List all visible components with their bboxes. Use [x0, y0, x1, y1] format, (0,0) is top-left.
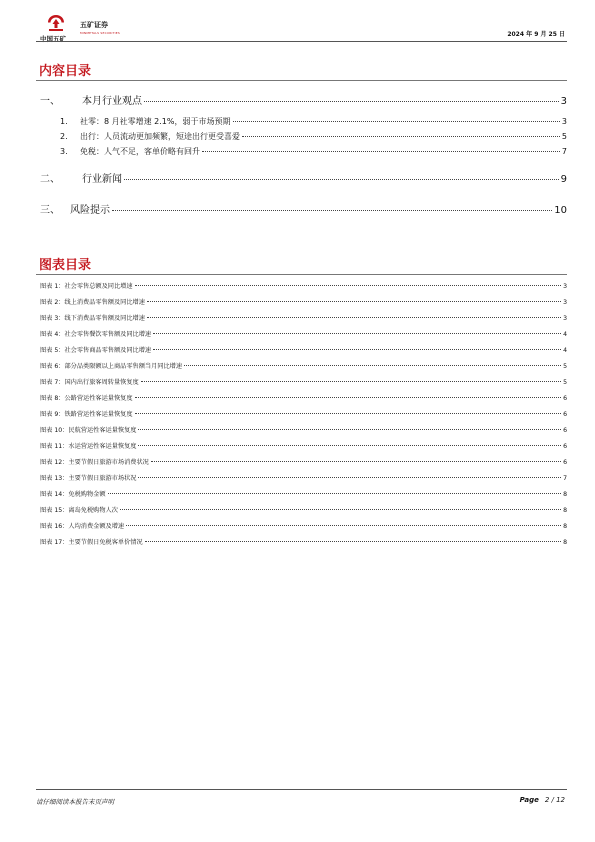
- toc-leader: [124, 179, 559, 180]
- figure-entry[interactable]: [0, 425, 595, 434]
- footer-disclaimer: 请仔细阅读本报告末页声明: [36, 798, 114, 806]
- toc-leader: [135, 397, 562, 398]
- figure-page-number: 8: [563, 539, 567, 546]
- toc-leader: [151, 461, 561, 462]
- toc-leader: [108, 493, 562, 494]
- toc-leader: [135, 413, 562, 414]
- contents-title-divider: [36, 80, 567, 81]
- toc-section-label: 本月行业观点: [82, 96, 142, 107]
- figure-entry[interactable]: [0, 393, 595, 402]
- figure-label: 图表 2：线上消费品零售额及同比增速: [40, 299, 145, 306]
- toc-section[interactable]: [0, 170, 595, 185]
- toc-leader: [242, 136, 560, 137]
- report-date: 2024 年 9 月 25 日: [507, 31, 565, 38]
- toc-section[interactable]: [0, 201, 595, 216]
- figure-label: 图表 15：离岛免税购物人次: [40, 507, 118, 514]
- figure-label: 图表 11：水运营运性客运量恢复度: [40, 443, 137, 450]
- toc-subsection-label: 免税：人气不足，客单价略有回升: [80, 147, 200, 156]
- footer-page-number: 2 / 12: [544, 796, 565, 804]
- toc-page-number: 3: [560, 96, 567, 107]
- figure-label: 图表 16：人均消费金额及增速: [40, 523, 125, 530]
- figure-label: 图表 3：线下消费品零售额及同比增速: [40, 315, 145, 322]
- footer-divider: [36, 789, 567, 790]
- figure-label: 图表 10：民航营运性客运量恢复度: [40, 427, 137, 434]
- figure-page-number: 3: [563, 315, 567, 322]
- toc-leader: [147, 301, 561, 302]
- figure-page-number: 6: [563, 443, 567, 450]
- toc-subsection-label: 社零：8 月社零增速 2.1%，弱于市场预期: [80, 117, 231, 126]
- figure-entry[interactable]: [0, 377, 595, 386]
- figure-entry[interactable]: [0, 505, 595, 514]
- figure-page-number: 6: [563, 411, 567, 418]
- toc-subsection-label: 出行：人员流动更加频繁，短途出行更受喜爱: [80, 132, 240, 141]
- toc-leader: [202, 151, 560, 152]
- figure-label: 图表 17：主要节假日免税客单价情况: [40, 539, 143, 546]
- toc-subsection-number: 1.: [60, 117, 68, 126]
- figure-label: 图表 1：社会零售总额及同比增速: [40, 283, 133, 290]
- figure-page-number: 8: [563, 507, 567, 514]
- figure-entry[interactable]: [0, 281, 595, 290]
- minmetals-logo-icon: [46, 14, 66, 32]
- figure-entry[interactable]: [0, 473, 595, 482]
- figure-page-number: 8: [563, 523, 567, 530]
- toc-section-number: 一、: [40, 96, 60, 107]
- toc-section-label: 风险提示: [70, 205, 110, 216]
- toc-leader: [153, 333, 561, 334]
- figure-label: 图表 14：免税购物金额: [40, 491, 106, 498]
- toc-leader: [138, 445, 561, 446]
- contents-title: 内容目录: [39, 64, 92, 79]
- toc-leader: [120, 509, 561, 510]
- company-logo: [40, 14, 72, 48]
- toc-section-number: 三、: [40, 205, 60, 216]
- toc-leader: [184, 365, 561, 366]
- figure-label: 图表 5：社会零售商品零售额及同比增速: [40, 347, 152, 354]
- toc-subsection[interactable]: [0, 146, 595, 157]
- figure-page-number: 6: [563, 427, 567, 434]
- figure-entry[interactable]: [0, 329, 595, 338]
- toc-page-number: 3: [561, 117, 567, 126]
- toc-leader: [233, 121, 560, 122]
- toc-page-number: 9: [560, 174, 567, 185]
- figure-entry[interactable]: [0, 441, 595, 450]
- figure-entry[interactable]: [0, 457, 595, 466]
- figure-entry[interactable]: [0, 489, 595, 498]
- figure-page-number: 4: [563, 331, 567, 338]
- footer-page-word: Page: [519, 796, 539, 804]
- toc-leader: [147, 317, 561, 318]
- figures-title: 图表目录: [39, 258, 92, 273]
- toc-leader: [138, 477, 561, 478]
- logo-chinese-text: 中国五矿: [40, 35, 66, 43]
- toc-page-number: 10: [554, 205, 567, 216]
- toc-section[interactable]: [0, 92, 595, 107]
- figure-label: 图表 4：社会零售餐饮零售额及同比增速: [40, 331, 152, 338]
- toc-leader: [138, 429, 561, 430]
- toc-leader: [126, 525, 561, 526]
- toc-leader: [153, 349, 561, 350]
- figure-page-number: 5: [563, 379, 567, 386]
- figure-label: 图表 8：公路营运性客运量恢复度: [40, 395, 133, 402]
- figure-page-number: 6: [563, 459, 567, 466]
- toc-page-number: 7: [561, 147, 567, 156]
- toc-subsection[interactable]: [0, 116, 595, 127]
- figure-page-number: 7: [563, 475, 567, 482]
- figure-entry[interactable]: [0, 521, 595, 530]
- figure-page-number: 3: [563, 299, 567, 306]
- figure-entry[interactable]: [0, 537, 595, 546]
- figure-entry[interactable]: [0, 409, 595, 418]
- figure-page-number: 4: [563, 347, 567, 354]
- brand-english-name: MINMETALS SECURITIES: [80, 31, 120, 35]
- toc-subsection[interactable]: [0, 131, 595, 142]
- brand: [80, 20, 120, 35]
- toc-section-number: 二、: [40, 174, 60, 185]
- toc-leader: [144, 101, 559, 102]
- footer-page-indicator: [520, 796, 565, 804]
- toc-leader: [135, 285, 562, 286]
- figure-entry[interactable]: [0, 297, 595, 306]
- toc-leader: [141, 381, 561, 382]
- header-divider: [36, 41, 567, 42]
- figure-label: 图表 12：主要节假日旅游市场消费状况: [40, 459, 149, 466]
- toc-subsection-number: 3.: [60, 147, 68, 156]
- figure-page-number: 3: [563, 283, 567, 290]
- figure-page-number: 8: [563, 491, 567, 498]
- figure-label: 图表 9：铁路营运性客运量恢复度: [40, 411, 133, 418]
- figure-label: 图表 6：部分品类限额以上商品零售额当月同比增速: [40, 363, 183, 370]
- toc-section-label: 行业新闻: [82, 174, 122, 185]
- figure-page-number: 6: [563, 395, 567, 402]
- toc-leader: [112, 210, 552, 211]
- figure-label: 图表 13：主要节假日旅游市场状况: [40, 475, 137, 482]
- brand-name: 五矿证券: [80, 21, 108, 29]
- figure-label: 图表 7：国内出行旅客周转量恢复度: [40, 379, 139, 386]
- figure-entry[interactable]: [0, 345, 595, 354]
- toc-subsection-number: 2.: [60, 132, 68, 141]
- figure-entry[interactable]: [0, 313, 595, 322]
- figure-entry[interactable]: [0, 361, 595, 370]
- toc-leader: [145, 541, 561, 542]
- figures-title-divider: [36, 274, 567, 275]
- toc-page-number: 5: [561, 132, 567, 141]
- figure-page-number: 5: [563, 363, 567, 370]
